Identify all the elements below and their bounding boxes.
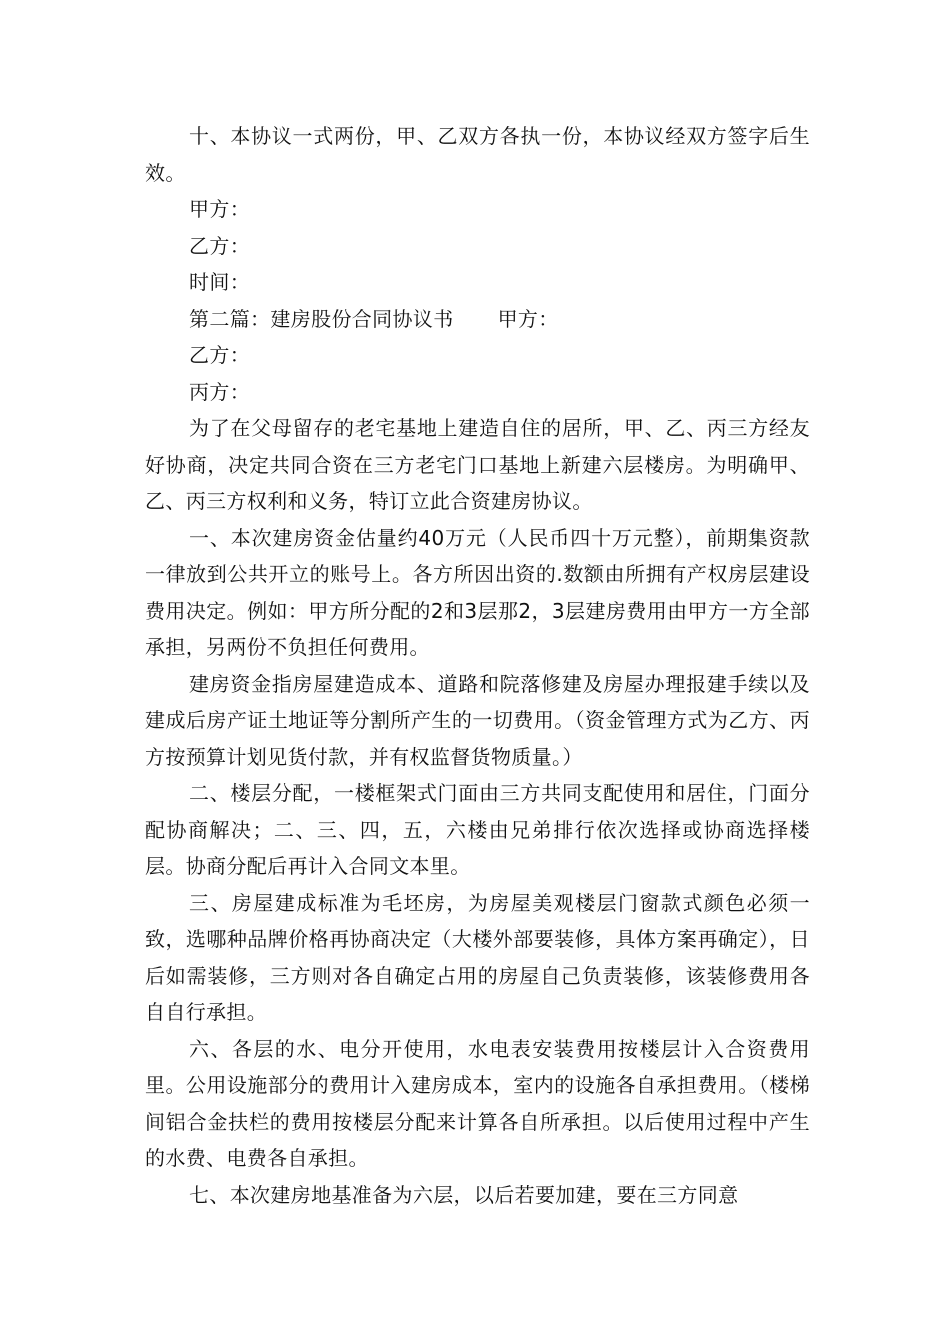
party-a-label: 甲方： (497, 306, 559, 331)
date-line: 时间： (189, 270, 251, 294)
clause-seven: 七、本次建房地基准备为六层，以后若要加建，要在三方同意 (189, 1182, 739, 1207)
party-b-signature-line: 乙方： (189, 233, 251, 258)
clause-six: 六、各层的水、电分开使用，水电表安装费用按楼层计入合资费用里。公用设施部分的费用计入建房成本，室内的设施各自承担费用。（楼梯间铝合金扶栏的费用按楼层分配来计算各自所承担。以后使用过程中产生的水费、电费各自承担。 (145, 1036, 810, 1170)
clause-ten: 十、本协议一式两份，甲、乙双方各执一份，本协议经双方签字后生效。 (145, 124, 810, 185)
clause-two: 二、楼层分配，一楼框架式门面由三方共同支配使用和居住，门面分配协商解决；二、三、四，五，六楼由兄弟排行依次选择或协商选择楼层。协商分配后再计入合同文本里。 (145, 781, 810, 878)
document-body (145, 118, 810, 1213)
party-a-signature-line: 甲方： (189, 197, 251, 221)
party-b-label: 乙方： (189, 343, 251, 367)
section-title: 第二篇：建房股份合同协议书 (189, 306, 454, 331)
clause-one: 一、本次建房资金估量约40万元（人民币四十万元整），前期集资款一律放到公共开立的账号上。各方所因出资的.数额由所拥有产权房层建设费用决定。例如：甲方所分配的2和3层那2，3层建房费用由甲方一方全部承担，另两份不负担任何费用。 (145, 525, 810, 659)
clause-three: 三、房屋建成标准为毛坯房，为房屋美观楼层门窗款式颜色必须一致，选哪种品牌价格再协商决定（大楼外部要装修，具体方案再确定），日后如需装修，三方则对各自确定占用的房屋自己负责装修，该装修费用各自自行承担。 (145, 890, 810, 1024)
party-c-label: 丙方： (189, 379, 251, 404)
preamble-paragraph: 为了在父母留存的老宅基地上建造自住的居所，甲、乙、丙三方经友好协商，决定共同合资在三方老宅门口基地上新建六层楼房。为明确甲、乙、丙三方权利和义务，特订立此合资建房协议。 (145, 416, 810, 513)
section-heading-line (145, 301, 810, 338)
funding-definition-paragraph: 建房资金指房屋建造成本、道路和院落修建及房屋办理报建手续以及建成后房产证土地证等分割所产生的一切费用。（资金管理方式为乙方、丙方按预算计划见货付款，并有权监督货物质量。） (145, 671, 810, 769)
